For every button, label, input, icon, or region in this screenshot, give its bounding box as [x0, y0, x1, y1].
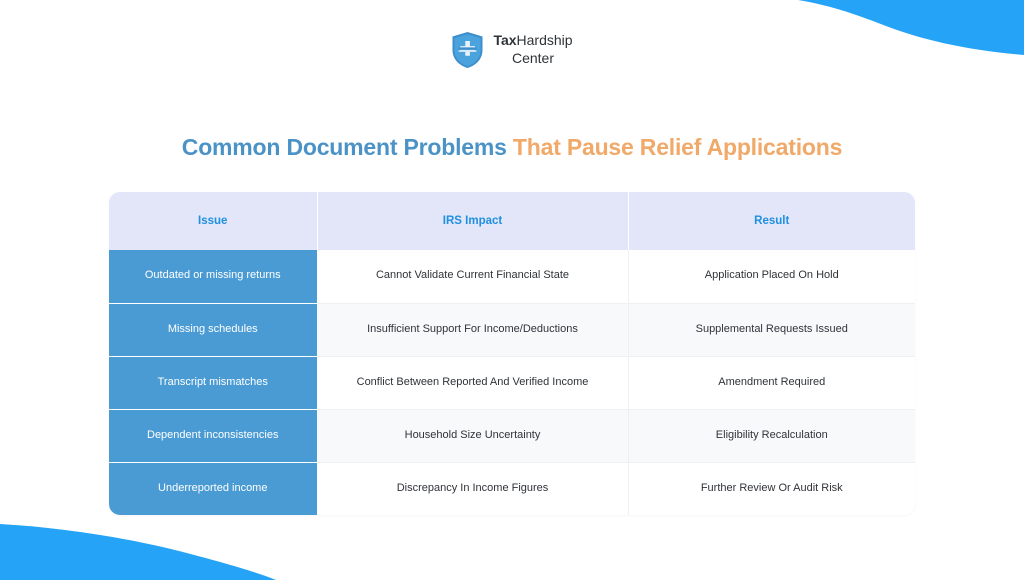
table-row	[109, 250, 915, 303]
table-header	[109, 192, 915, 250]
table-row	[109, 409, 915, 462]
page-title	[0, 134, 1024, 161]
page-title-primary: Common Document Problems	[181, 134, 507, 160]
cell-result: Application Placed On Hold	[628, 250, 915, 303]
column-header-result: Result	[628, 192, 915, 250]
cell-result: Supplemental Requests Issued	[628, 303, 915, 356]
problems-table	[109, 192, 915, 515]
column-header-impact: IRS Impact	[317, 192, 628, 250]
cell-impact: Discrepancy In Income Figures	[317, 462, 628, 515]
decorative-wave-bottom-left	[0, 514, 292, 580]
cell-impact: Cannot Validate Current Financial State	[317, 250, 628, 303]
table-row	[109, 303, 915, 356]
cell-issue: Missing schedules	[109, 303, 317, 356]
cell-issue: Underreported income	[109, 462, 317, 515]
page-title-accent: That Pause Relief Applications	[512, 134, 843, 160]
cell-impact: Conflict Between Reported And Verified Income	[317, 356, 628, 409]
brand-logo	[0, 31, 1024, 69]
cell-issue: Outdated or missing returns	[109, 250, 317, 303]
problems-table-element	[109, 192, 915, 515]
table-body	[109, 250, 915, 515]
cell-result: Amendment Required	[628, 356, 915, 409]
cell-issue: Dependent inconsistencies	[109, 409, 317, 462]
table-row	[109, 462, 915, 515]
shield-cross-icon	[451, 31, 484, 69]
cell-impact: Insufficient Support For Income/Deductions	[317, 303, 628, 356]
table-row	[109, 356, 915, 409]
cell-issue: Transcript mismatches	[109, 356, 317, 409]
brand-name-second-line: Center	[511, 50, 555, 66]
table-header-row	[109, 192, 915, 250]
cell-result: Eligibility Recalculation	[628, 409, 915, 462]
brand-name	[493, 32, 572, 68]
cell-impact: Household Size Uncertainty	[317, 409, 628, 462]
cell-result: Further Review Or Audit Risk	[628, 462, 915, 515]
brand-name-bold: Tax	[493, 32, 517, 49]
column-header-issue: Issue	[109, 192, 317, 250]
brand-name-regular: Hardship	[516, 32, 573, 49]
